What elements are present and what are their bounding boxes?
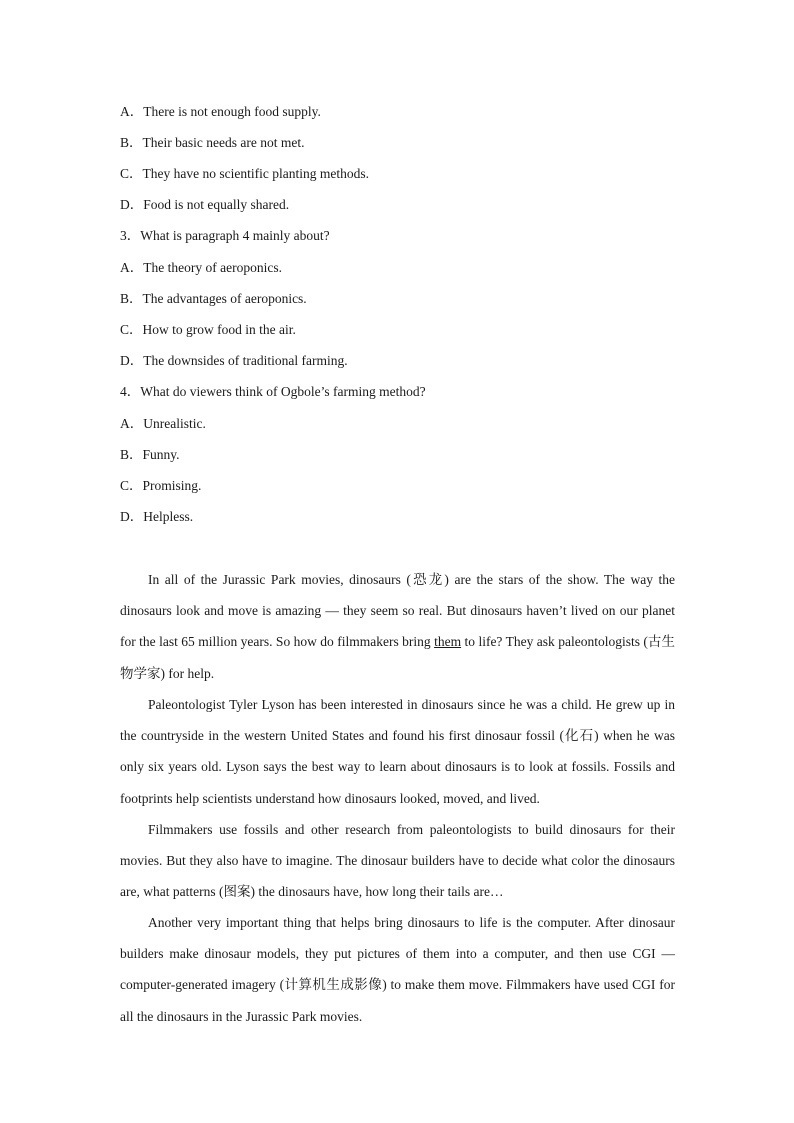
option-a-q3: A．The theory of aeroponics. (120, 260, 282, 275)
passage-paragraph-4: Another very important thing that helps bring dinosaurs to life is the computer. After dinosaur builders make dinosaur models, they put pictures of them into a computer, and then use CGI — computer-generated imagery (计算机生成影像) to make them move. Filmmakers have used CGI for all the dinosaurs in the Jurassic Park movies. (120, 915, 675, 1024)
passage-paragraph-3: Filmmakers use fossils and other research from paleontologists to build dinosaurs for their movies. But they also have to imagine. The dinosaur builders have to decide what color the dinosaurs are, what patterns (图案) the dinosaurs have, how long their tails are… (120, 822, 675, 900)
option-d-q3: D．The downsides of traditional farming. (120, 353, 348, 368)
option-d-q4: D．Helpless. (120, 509, 194, 524)
paragraph-1-text-start: In all of the Jurassic Park movies, dinosaurs (恐龙) are the stars of the show. The way the dinosaurs look and move is amazing — they seem so real. But dinosaurs haven’t lived on our planet for the last 65 million years. So how do filmmakers bring (120, 572, 675, 650)
option-c-q2: C．They have no scientific planting methods. (120, 166, 369, 181)
question-3: 3．What is paragraph 4 mainly about? (120, 228, 330, 243)
option-c-q3: C．How to grow food in the air. (120, 322, 296, 337)
question-4: 4．What do viewers think of Ogbole’s farming method? (120, 384, 426, 399)
option-b-q2: B．Their basic needs are not met. (120, 135, 305, 150)
option-b-q4: B．Funny. (120, 447, 180, 462)
option-a-q2: A．There is not enough food supply. (120, 104, 321, 119)
option-c-q4: C．Promising. (120, 478, 202, 493)
paragraph-1-text-end: to life? They ask paleontologists (古生物学家) for help. (120, 634, 675, 681)
option-d-q2: D．Food is not equally shared. (120, 197, 290, 212)
passage-paragraph-2: Paleontologist Tyler Lyson has been interested in dinosaurs since he was a child. He grew up in the countryside in the western United States and found his first dinosaur fossil (化石) when he was only six years old. Lyson says the best way to learn about dinosaurs is to look at fossils. Fossils and footprints help scientists understand how dinosaurs looked, moved, and lived. (120, 697, 675, 806)
underlined-word-them: them (434, 634, 462, 650)
option-a-q4: A．Unrealistic. (120, 416, 206, 431)
option-b-q3: B．The advantages of aeroponics. (120, 291, 307, 306)
passage-paragraph-1 (120, 564, 675, 689)
